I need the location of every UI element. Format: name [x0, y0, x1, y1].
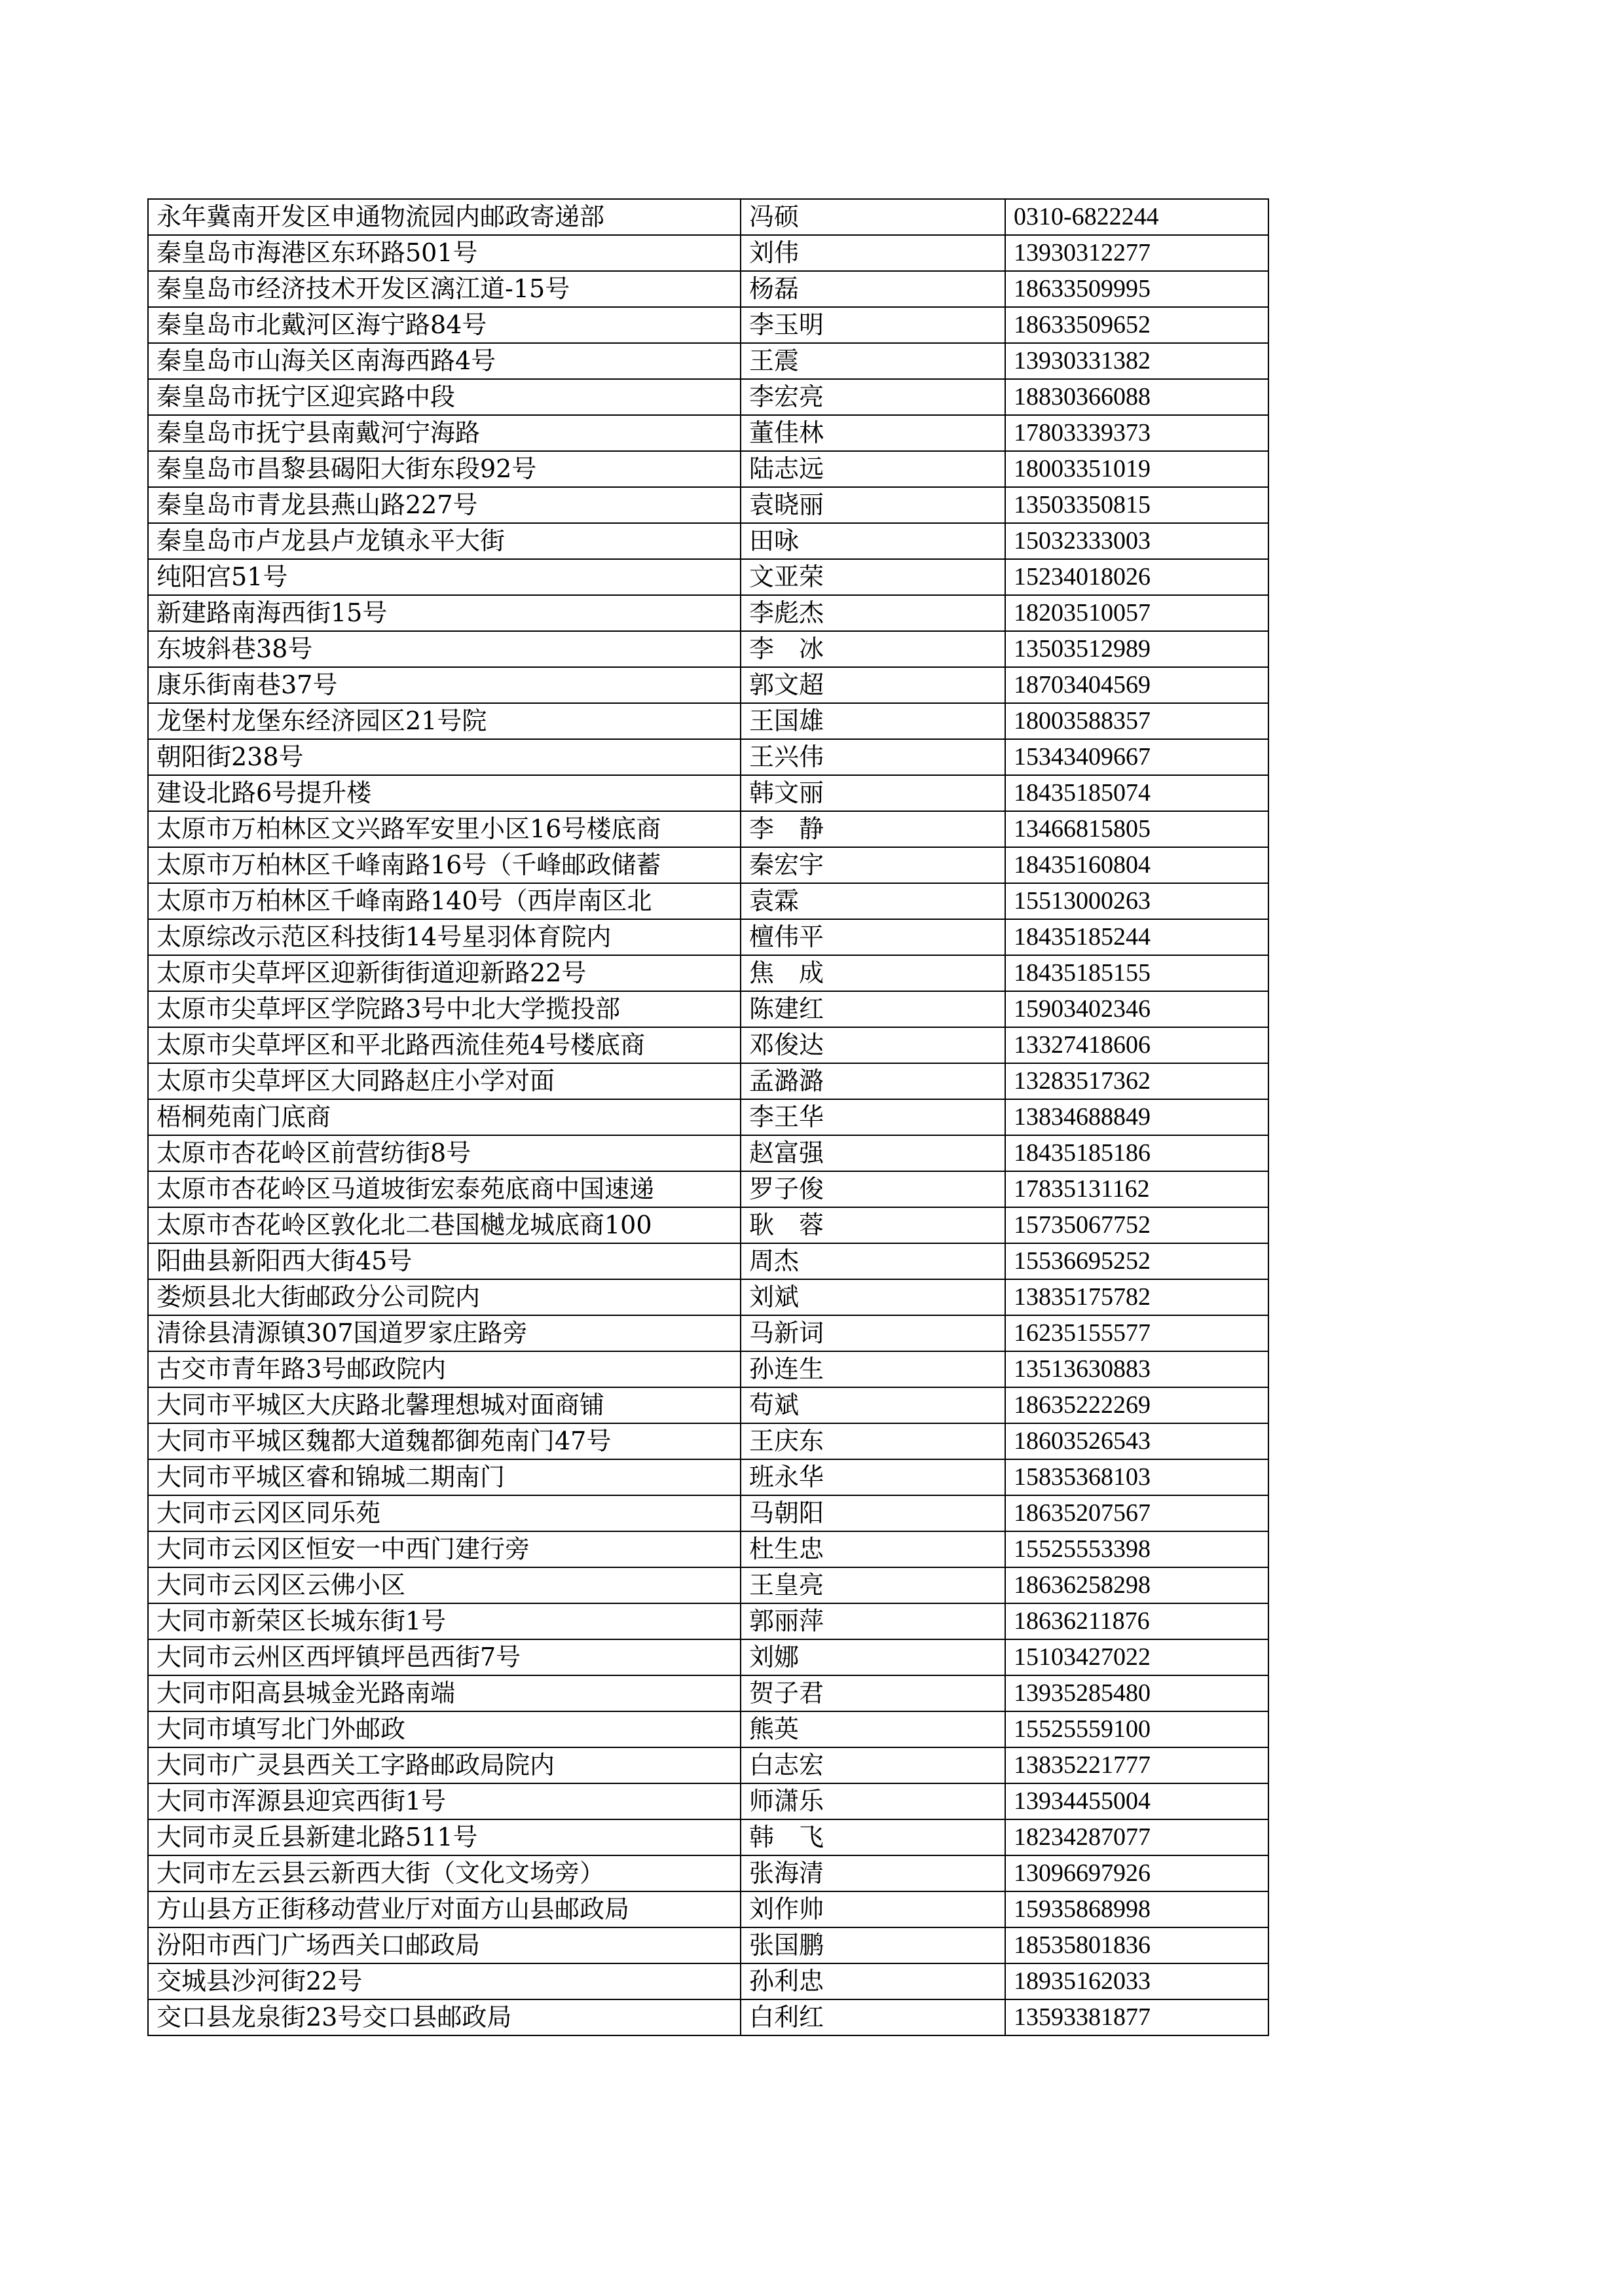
- table-row: [148, 1999, 1268, 2035]
- phone-cell: 0310-6822244: [1005, 199, 1268, 235]
- address-cell: 大同市云冈区云佛小区: [148, 1567, 741, 1603]
- phone-cell: 15835368103: [1005, 1459, 1268, 1495]
- contact-table: [147, 198, 1269, 2036]
- address-cell: 方山县方正街移动营业厅对面方山县邮政局: [148, 1891, 741, 1927]
- address-cell: 太原市万柏林区千峰南路140号（西岸南区北: [148, 883, 741, 919]
- phone-cell: 13935285480: [1005, 1675, 1268, 1711]
- table-row: [148, 883, 1268, 919]
- address-cell: 大同市浑源县迎宾西街1号: [148, 1783, 741, 1819]
- table-row: [148, 415, 1268, 451]
- contact-name-cell: 袁晓丽: [741, 487, 1005, 523]
- table-row: [148, 1495, 1268, 1531]
- phone-cell: 13934455004: [1005, 1783, 1268, 1819]
- table-row: [148, 559, 1268, 595]
- address-cell: 东坡斜巷38号: [148, 631, 741, 667]
- phone-cell: 13466815805: [1005, 811, 1268, 847]
- address-cell: 建设北路6号提升楼: [148, 775, 741, 811]
- phone-cell: 18435185074: [1005, 775, 1268, 811]
- address-cell: 秦皇岛市经济技术开发区漓江道-15号: [148, 271, 741, 307]
- address-cell: 秦皇岛市昌黎县碣阳大街东段92号: [148, 451, 741, 487]
- table-row: [148, 343, 1268, 379]
- table-row: [148, 307, 1268, 343]
- phone-cell: 18435185186: [1005, 1135, 1268, 1171]
- phone-cell: 18633509995: [1005, 271, 1268, 307]
- address-cell: 秦皇岛市抚宁区迎宾路中段: [148, 379, 741, 415]
- table-row: [148, 1711, 1268, 1747]
- address-cell: 交城县沙河街22号: [148, 1963, 741, 1999]
- address-cell: 朝阳街238号: [148, 739, 741, 775]
- table-row: [148, 487, 1268, 523]
- address-cell: 阳曲县新阳西大街45号: [148, 1243, 741, 1279]
- contact-name-cell: 陈建红: [741, 991, 1005, 1027]
- address-cell: 大同市左云县云新西大街（文化文场旁）: [148, 1855, 741, 1891]
- phone-cell: 13327418606: [1005, 1027, 1268, 1063]
- contact-name-cell: 杨磊: [741, 271, 1005, 307]
- table-row: [148, 1207, 1268, 1243]
- address-cell: 太原市杏花岭区敦化北二巷国樾龙城底商100: [148, 1207, 741, 1243]
- phone-cell: 18703404569: [1005, 667, 1268, 703]
- address-cell: 大同市灵丘县新建北路511号: [148, 1819, 741, 1855]
- contact-name-cell: 陆志远: [741, 451, 1005, 487]
- address-cell: 太原市万柏林区文兴路军安里小区16号楼底商: [148, 811, 741, 847]
- address-cell: 太原市尖草坪区和平北路西流佳苑4号楼底商: [148, 1027, 741, 1063]
- phone-cell: 18234287077: [1005, 1819, 1268, 1855]
- table-row: [148, 955, 1268, 991]
- address-cell: 交口县龙泉街23号交口县邮政局: [148, 1999, 741, 2035]
- table-row: [148, 1063, 1268, 1099]
- contact-name-cell: 檀伟平: [741, 919, 1005, 955]
- address-cell: 太原市杏花岭区前营纺街8号: [148, 1135, 741, 1171]
- contact-name-cell: 马新词: [741, 1315, 1005, 1351]
- table-row: [148, 1567, 1268, 1603]
- table-row: [148, 595, 1268, 631]
- address-cell: 大同市云州区西坪镇坪邑西街7号: [148, 1639, 741, 1675]
- phone-cell: 15103427022: [1005, 1639, 1268, 1675]
- table-row: [148, 1747, 1268, 1783]
- contact-name-cell: 李玉明: [741, 307, 1005, 343]
- contact-name-cell: 白志宏: [741, 1747, 1005, 1783]
- phone-cell: 18635222269: [1005, 1387, 1268, 1423]
- contact-name-cell: 秦宏宇: [741, 847, 1005, 883]
- address-cell: 太原市万柏林区千峰南路16号（千峰邮政储蓄: [148, 847, 741, 883]
- phone-cell: 13096697926: [1005, 1855, 1268, 1891]
- address-cell: 梧桐苑南门底商: [148, 1099, 741, 1135]
- table-row: [148, 775, 1268, 811]
- phone-cell: 15032333003: [1005, 523, 1268, 559]
- address-cell: 纯阳宫51号: [148, 559, 741, 595]
- table-row: [148, 991, 1268, 1027]
- table-row: [148, 1315, 1268, 1351]
- phone-cell: 15234018026: [1005, 559, 1268, 595]
- table-row: [148, 451, 1268, 487]
- contact-name-cell: 孟潞潞: [741, 1063, 1005, 1099]
- table-row: [148, 1387, 1268, 1423]
- table-row: [148, 1963, 1268, 1999]
- table-row: [148, 1855, 1268, 1891]
- phone-cell: 18636211876: [1005, 1603, 1268, 1639]
- table-row: [148, 1891, 1268, 1927]
- contact-name-cell: 焦 成: [741, 955, 1005, 991]
- table-row: [148, 1675, 1268, 1711]
- address-cell: 太原市杏花岭区马道坡街宏泰苑底商中国速递: [148, 1171, 741, 1207]
- phone-cell: 18435185244: [1005, 919, 1268, 955]
- phone-cell: 18635207567: [1005, 1495, 1268, 1531]
- address-cell: 大同市云冈区恒安一中西门建行旁: [148, 1531, 741, 1567]
- contact-name-cell: 刘伟: [741, 235, 1005, 271]
- phone-cell: 18603526543: [1005, 1423, 1268, 1459]
- address-cell: 秦皇岛市卢龙县卢龙镇永平大街: [148, 523, 741, 559]
- table-row: [148, 1171, 1268, 1207]
- contact-name-cell: 郭文超: [741, 667, 1005, 703]
- contact-name-cell: 张海清: [741, 1855, 1005, 1891]
- table-row: [148, 1531, 1268, 1567]
- phone-cell: 15536695252: [1005, 1243, 1268, 1279]
- phone-cell: 18935162033: [1005, 1963, 1268, 1999]
- phone-cell: 13835175782: [1005, 1279, 1268, 1315]
- contact-name-cell: 文亚荣: [741, 559, 1005, 595]
- phone-cell: 17835131162: [1005, 1171, 1268, 1207]
- phone-cell: 13503350815: [1005, 487, 1268, 523]
- phone-cell: 18435160804: [1005, 847, 1268, 883]
- address-cell: 大同市广灵县西关工字路邮政局院内: [148, 1747, 741, 1783]
- contact-name-cell: 师潇乐: [741, 1783, 1005, 1819]
- address-cell: 秦皇岛市北戴河区海宁路84号: [148, 307, 741, 343]
- contact-name-cell: 韩文丽: [741, 775, 1005, 811]
- table-row: [148, 739, 1268, 775]
- table-row: [148, 1099, 1268, 1135]
- table-row: [148, 919, 1268, 955]
- address-cell: 大同市阳高县城金光路南端: [148, 1675, 741, 1711]
- phone-cell: 13593381877: [1005, 1999, 1268, 2035]
- table-row: [148, 1927, 1268, 1963]
- table-row: [148, 1423, 1268, 1459]
- contact-name-cell: 马朝阳: [741, 1495, 1005, 1531]
- phone-cell: 18633509652: [1005, 307, 1268, 343]
- address-cell: 汾阳市西门广场西关口邮政局: [148, 1927, 741, 1963]
- contact-name-cell: 杜生忠: [741, 1531, 1005, 1567]
- address-cell: 大同市平城区魏都大道魏都御苑南门47号: [148, 1423, 741, 1459]
- table-row: [148, 1351, 1268, 1387]
- address-cell: 娄烦县北大街邮政分公司院内: [148, 1279, 741, 1315]
- contact-name-cell: 邓俊达: [741, 1027, 1005, 1063]
- contact-name-cell: 罗子俊: [741, 1171, 1005, 1207]
- table-row: [148, 1639, 1268, 1675]
- address-cell: 龙堡村龙堡东经济园区21号院: [148, 703, 741, 739]
- contact-name-cell: 班永华: [741, 1459, 1005, 1495]
- phone-cell: 17803339373: [1005, 415, 1268, 451]
- contact-name-cell: 王兴伟: [741, 739, 1005, 775]
- phone-cell: 18830366088: [1005, 379, 1268, 415]
- phone-cell: 15513000263: [1005, 883, 1268, 919]
- contact-name-cell: 孙连生: [741, 1351, 1005, 1387]
- phone-cell: 18203510057: [1005, 595, 1268, 631]
- contact-name-cell: 李彪杰: [741, 595, 1005, 631]
- address-cell: 秦皇岛市海港区东环路501号: [148, 235, 741, 271]
- table-row: [148, 235, 1268, 271]
- phone-cell: 15525553398: [1005, 1531, 1268, 1567]
- table-row: [148, 847, 1268, 883]
- table-row: [148, 1783, 1268, 1819]
- phone-cell: 15343409667: [1005, 739, 1268, 775]
- address-cell: 永年冀南开发区申通物流园内邮政寄递部: [148, 199, 741, 235]
- contact-name-cell: 李宏亮: [741, 379, 1005, 415]
- address-cell: 秦皇岛市抚宁县南戴河宁海路: [148, 415, 741, 451]
- contact-name-cell: 李 静: [741, 811, 1005, 847]
- phone-cell: 18003351019: [1005, 451, 1268, 487]
- contact-name-cell: 苟斌: [741, 1387, 1005, 1423]
- phone-cell: 13503512989: [1005, 631, 1268, 667]
- address-cell: 太原市尖草坪区大同路赵庄小学对面: [148, 1063, 741, 1099]
- address-cell: 秦皇岛市青龙县燕山路227号: [148, 487, 741, 523]
- contact-name-cell: 冯硕: [741, 199, 1005, 235]
- address-cell: 太原市尖草坪区学院路3号中北大学揽投部: [148, 991, 741, 1027]
- table-row: [148, 703, 1268, 739]
- contact-name-cell: 刘作帅: [741, 1891, 1005, 1927]
- address-cell: 康乐街南巷37号: [148, 667, 741, 703]
- address-cell: 大同市新荣区长城东街1号: [148, 1603, 741, 1639]
- contact-name-cell: 王皇亮: [741, 1567, 1005, 1603]
- contact-name-cell: 袁霖: [741, 883, 1005, 919]
- contact-name-cell: 王庆东: [741, 1423, 1005, 1459]
- contact-name-cell: 田咏: [741, 523, 1005, 559]
- contact-table-body: [148, 199, 1268, 2035]
- phone-cell: 13930312277: [1005, 235, 1268, 271]
- table-row: [148, 523, 1268, 559]
- contact-name-cell: 赵富强: [741, 1135, 1005, 1171]
- phone-cell: 15735067752: [1005, 1207, 1268, 1243]
- table-row: [148, 199, 1268, 235]
- phone-cell: 13834688849: [1005, 1099, 1268, 1135]
- address-cell: 大同市云冈区同乐苑: [148, 1495, 741, 1531]
- table-row: [148, 1603, 1268, 1639]
- contact-name-cell: 贺子君: [741, 1675, 1005, 1711]
- table-row: [148, 1243, 1268, 1279]
- phone-cell: 16235155577: [1005, 1315, 1268, 1351]
- table-row: [148, 1459, 1268, 1495]
- address-cell: 清徐县清源镇307国道罗家庄路旁: [148, 1315, 741, 1351]
- address-cell: 太原市尖草坪区迎新街街道迎新路22号: [148, 955, 741, 991]
- phone-cell: 15903402346: [1005, 991, 1268, 1027]
- contact-name-cell: 耿 蓉: [741, 1207, 1005, 1243]
- phone-cell: 13283517362: [1005, 1063, 1268, 1099]
- contact-name-cell: 李 冰: [741, 631, 1005, 667]
- contact-name-cell: 李王华: [741, 1099, 1005, 1135]
- address-cell: 古交市青年路3号邮政院内: [148, 1351, 741, 1387]
- phone-cell: 18003588357: [1005, 703, 1268, 739]
- contact-name-cell: 熊英: [741, 1711, 1005, 1747]
- phone-cell: 18435185155: [1005, 955, 1268, 991]
- contact-name-cell: 孙利忠: [741, 1963, 1005, 1999]
- phone-cell: 13835221777: [1005, 1747, 1268, 1783]
- phone-cell: 18636258298: [1005, 1567, 1268, 1603]
- table-row: [148, 1135, 1268, 1171]
- contact-name-cell: 王国雄: [741, 703, 1005, 739]
- address-cell: 大同市平城区大庆路北馨理想城对面商铺: [148, 1387, 741, 1423]
- phone-cell: 18535801836: [1005, 1927, 1268, 1963]
- contact-name-cell: 白利红: [741, 1999, 1005, 2035]
- contact-name-cell: 刘娜: [741, 1639, 1005, 1675]
- contact-name-cell: 王震: [741, 343, 1005, 379]
- address-cell: 大同市填写北门外邮政: [148, 1711, 741, 1747]
- table-row: [148, 667, 1268, 703]
- contact-name-cell: 董佳林: [741, 415, 1005, 451]
- phone-cell: 15525559100: [1005, 1711, 1268, 1747]
- contact-name-cell: 韩 飞: [741, 1819, 1005, 1855]
- table-row: [148, 631, 1268, 667]
- phone-cell: 13513630883: [1005, 1351, 1268, 1387]
- phone-cell: 13930331382: [1005, 343, 1268, 379]
- contact-name-cell: 郭丽萍: [741, 1603, 1005, 1639]
- table-row: [148, 1279, 1268, 1315]
- address-cell: 大同市平城区睿和锦城二期南门: [148, 1459, 741, 1495]
- table-row: [148, 1027, 1268, 1063]
- address-cell: 新建路南海西街15号: [148, 595, 741, 631]
- phone-cell: 15935868998: [1005, 1891, 1268, 1927]
- contact-name-cell: 张国鹏: [741, 1927, 1005, 1963]
- address-cell: 太原综改示范区科技街14号星羽体育院内: [148, 919, 741, 955]
- address-cell: 秦皇岛市山海关区南海西路4号: [148, 343, 741, 379]
- table-row: [148, 271, 1268, 307]
- contact-name-cell: 刘斌: [741, 1279, 1005, 1315]
- table-row: [148, 379, 1268, 415]
- table-row: [148, 1819, 1268, 1855]
- table-row: [148, 811, 1268, 847]
- contact-name-cell: 周杰: [741, 1243, 1005, 1279]
